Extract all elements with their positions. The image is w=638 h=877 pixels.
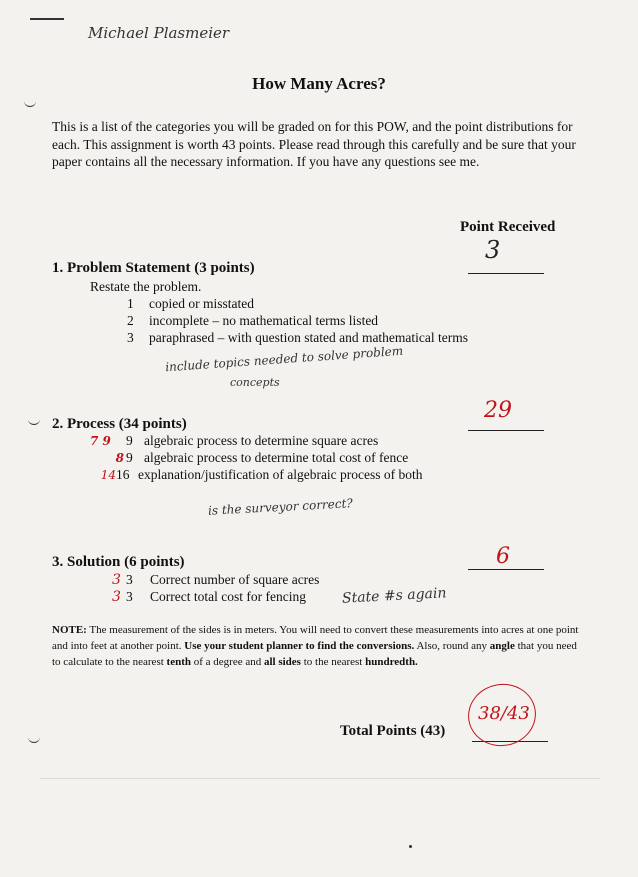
section-1-score: 3 xyxy=(485,236,501,264)
section-1-item xyxy=(127,330,468,346)
section-3-heading: 3. Solution (6 points) xyxy=(52,554,185,570)
note-paragraph xyxy=(52,622,582,670)
red-grade-mark: 8 xyxy=(115,451,124,465)
note-bold: all sides xyxy=(263,656,301,668)
section-1-comment: include topics needed to solve problem xyxy=(164,343,404,375)
note-text: to the nearest xyxy=(303,656,363,668)
item-text: Correct total cost for fencing xyxy=(150,589,306,604)
total-score: 38/43 xyxy=(478,703,530,724)
note-label: NOTE: xyxy=(52,624,87,636)
bleed-through-shadow xyxy=(260,96,264,113)
item-number: 3 xyxy=(126,589,133,604)
item-text: copied or misstated xyxy=(149,296,254,311)
note-text: The measurement of the sides is in meters. You will need to convert these measurements into acres at one point and into feet at another point. xyxy=(52,624,579,652)
section-2-item xyxy=(90,450,408,466)
bottom-dot xyxy=(409,845,412,848)
section-2-comment: is the surveyor correct? xyxy=(207,496,354,518)
section-1-item xyxy=(127,313,378,329)
total-points-label: Total Points (43) xyxy=(340,723,446,739)
item-number: 3 xyxy=(126,572,133,587)
student-name: Michael Plasmeier xyxy=(88,24,230,42)
section-3-comment: State #s again xyxy=(341,585,447,607)
note-bold: hundredth. xyxy=(365,656,418,668)
footer-bleed-through xyxy=(40,778,600,779)
margin-mark xyxy=(28,736,40,743)
item-text: algebraic process to determine total cost of fence xyxy=(144,450,409,465)
item-number: 9 xyxy=(126,433,133,448)
section-2-item xyxy=(90,467,423,483)
margin-mark xyxy=(24,100,36,107)
note-bold: tenth xyxy=(166,656,191,668)
section-3-item xyxy=(112,589,306,605)
section-1-score-line xyxy=(468,273,544,274)
note-bold: angle xyxy=(489,640,515,652)
section-3-score: 6 xyxy=(496,544,510,569)
note-text: Also, round any xyxy=(416,640,488,652)
item-text: explanation/justification of algebraic process of both xyxy=(138,467,423,482)
section-2-score-line xyxy=(468,430,544,431)
red-grade-mark: 3 xyxy=(112,589,121,605)
red-grade-mark: 14 xyxy=(100,468,116,482)
red-grade-mark: 7 9 xyxy=(90,434,111,448)
item-number: 1 xyxy=(127,296,134,311)
section-2-item xyxy=(90,433,378,449)
note-bold: Use your student planner to find the conversions. xyxy=(184,640,415,652)
item-text: algebraic process to determine square acres xyxy=(144,433,379,448)
item-number: 3 xyxy=(127,330,134,345)
red-grade-mark: 3 xyxy=(112,572,121,588)
margin-mark xyxy=(28,418,40,425)
section-3-score-line xyxy=(468,569,544,570)
section-2-score: 29 xyxy=(484,398,512,423)
section-2-heading: 2. Process (34 points) xyxy=(52,416,187,432)
intro-paragraph: This is a list of the categories you will be graded on for this POW, and the point distributions for each. This assignment is worth 43 points. Please read through this carefully and be sure that your paper contains all the necessary information. If you have any questions see me. xyxy=(52,119,576,169)
section-3-item xyxy=(112,572,319,588)
pen-dash-mark xyxy=(30,18,64,20)
item-text: paraphrased – with question stated and mathematical terms xyxy=(149,330,469,345)
item-text: Correct number of square acres xyxy=(150,572,320,587)
item-number: 16 xyxy=(116,467,130,482)
page-title: How Many Acres? xyxy=(252,74,386,93)
point-received-header: Point Received xyxy=(460,219,556,235)
item-number: 2 xyxy=(127,313,134,328)
item-text: incomplete – no mathematical terms listed xyxy=(149,313,379,328)
note-text: that you need to calculate to the nearest xyxy=(52,640,577,668)
section-1-item xyxy=(127,296,254,312)
note-text: of a degree and xyxy=(193,656,262,668)
section-1-heading: 1. Problem Statement (3 points) xyxy=(52,260,255,276)
section-1-subheading: Restate the problem. xyxy=(90,279,202,294)
section-1-comment-2: concepts xyxy=(230,376,280,389)
item-number: 9 xyxy=(126,450,133,465)
